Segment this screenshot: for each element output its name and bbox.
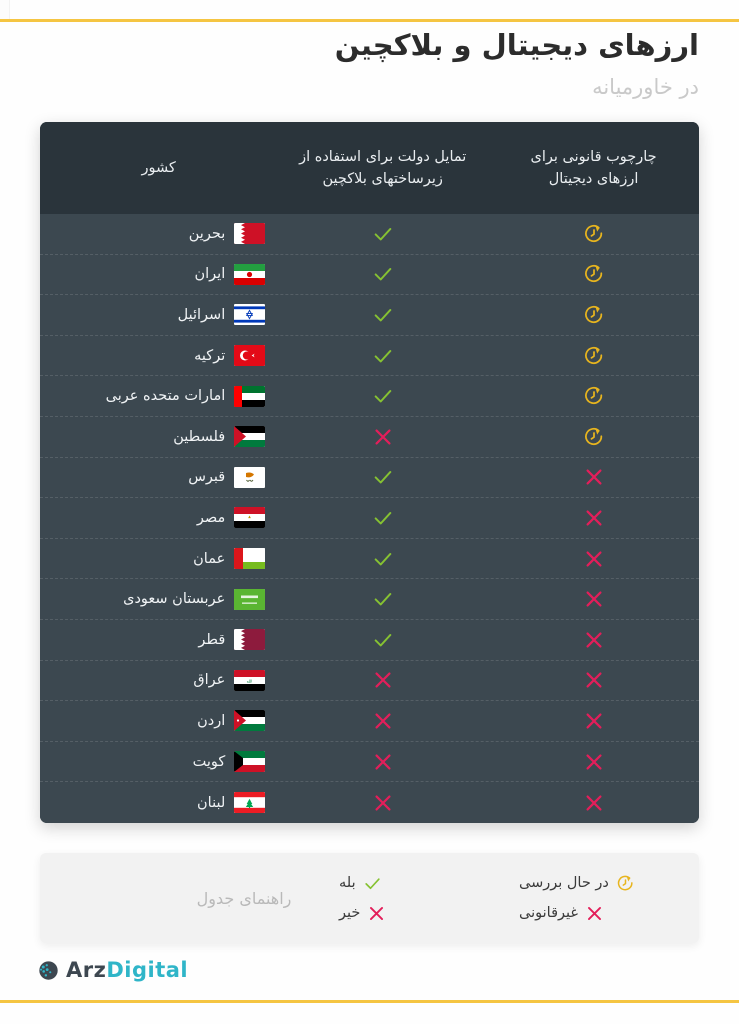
pending-clock-icon [583,223,605,245]
check-icon [372,304,394,326]
cell-government-status [277,539,488,579]
cell-country [40,579,277,619]
column-header-legal: چارچوب قانونی برای ارزهای دیجیتال [530,148,657,187]
flag-icon-bahrain [234,223,265,244]
country-name: عمان [193,550,226,567]
country-name: کویت [192,753,226,770]
country-name: اردن [197,712,226,729]
page-title: ارزهای دیجیتال و بلاکچین [334,28,699,62]
flag-icon-lebanon [234,792,265,813]
cross-icon [372,710,394,732]
country-name: ایران [194,266,226,283]
country-name: فلسطین [173,428,226,445]
table-row [40,579,699,620]
cross-icon [372,426,394,448]
table-row [40,539,699,580]
legend-title: راهنمای جدول [196,888,292,908]
table-header-row [40,122,699,214]
flag-icon-qatar [234,629,265,650]
flag-icon-jordan [234,710,265,731]
table-row [40,661,699,702]
country-name: بحرین [188,225,226,242]
table-row [40,295,699,336]
check-icon [363,874,382,893]
cell-government-status [277,701,488,741]
legend-item [339,874,519,893]
cross-icon [583,792,605,814]
cell-country [40,782,277,823]
country-name: قطر [198,631,226,648]
check-icon [372,588,394,610]
table-row [40,417,699,458]
check-icon [372,548,394,570]
cell-legal-status [488,661,699,701]
cell-country [40,701,277,741]
cross-icon [583,466,605,488]
cross-icon [583,588,605,610]
cell-government-status [277,336,488,376]
cell-legal-status [488,255,699,295]
cell-country [40,661,277,701]
brand-logo[interactable] [38,958,188,982]
cell-legal-status [488,742,699,782]
table-row [40,214,699,255]
pending-clock-icon [583,345,605,367]
pending-clock-icon [583,385,605,407]
legend-item-label: بله [339,875,356,891]
cell-country [40,498,277,538]
cell-legal-status [488,336,699,376]
cell-government-status [277,214,488,254]
logo-text-digital: Digital [106,958,189,982]
cross-icon [583,710,605,732]
cell-government-status [277,295,488,335]
table-row [40,742,699,783]
flag-icon-iran [234,264,265,285]
country-name: مصر [196,509,226,526]
cell-legal-status [488,539,699,579]
check-icon [372,507,394,529]
cell-legal-status [488,295,699,335]
flag-icon-israel [234,304,265,325]
check-icon [372,466,394,488]
table-body [40,214,699,823]
logo-text-arz: Arz [66,958,107,982]
pending-clock-icon [583,263,605,285]
country-name: ترکیه [194,347,226,364]
cell-country [40,458,277,498]
country-name: امارات متحده عربی [105,388,226,405]
cross-icon [367,904,386,923]
column-header-government: تمایل دولت برای استفاده از زیرساختهای بلاکچین [299,148,467,187]
check-icon [372,223,394,245]
cross-icon [583,507,605,529]
flag-icon-uae [234,386,265,407]
cell-country [40,214,277,254]
cell-legal-status [488,620,699,660]
cell-legal-status [488,214,699,254]
cross-icon [583,629,605,651]
top-gold-rule [0,19,739,22]
table-row [40,701,699,742]
cross-icon [583,751,605,773]
flag-icon-saudi_arabia [234,589,265,610]
pending-clock-icon [583,426,605,448]
cell-legal-status [488,417,699,457]
cell-country [40,336,277,376]
title-block [39,26,699,99]
country-name: عراق [193,672,226,689]
legend-item-label: غیرقانونی [519,905,578,921]
cell-country [40,620,277,660]
legend-group-primary [339,874,519,923]
legend-item-label: خیر [339,905,361,921]
cell-country [40,742,277,782]
column-header-country: کشور [141,159,176,176]
cross-icon [583,669,605,691]
country-name: اسرائیل [177,306,226,323]
svg-text:الله: الله [246,678,253,684]
flag-icon-kuwait [234,751,265,772]
cell-government-status [277,742,488,782]
table-row [40,336,699,377]
cell-government-status [277,376,488,416]
cell-country [40,295,277,335]
cell-legal-status [488,376,699,416]
cell-government-status [277,255,488,295]
table-row [40,458,699,499]
cell-government-status [277,458,488,498]
check-icon [372,345,394,367]
cell-government-status [277,579,488,619]
table-row [40,498,699,539]
table-row [40,255,699,296]
pending-clock-icon [583,304,605,326]
cell-legal-status [488,701,699,741]
cell-country [40,417,277,457]
cell-government-status [277,782,488,823]
cell-government-status [277,498,488,538]
check-icon [372,385,394,407]
cell-government-status [277,417,488,457]
cell-legal-status [488,782,699,823]
cell-country [40,255,277,295]
flag-icon-egypt [234,507,265,528]
legend-item [519,874,699,893]
legend-item-label: در حال بررسی [519,875,609,891]
cell-legal-status [488,458,699,498]
cross-icon [372,669,394,691]
country-name: لبنان [197,794,226,811]
country-name: عربستان سعودی [123,591,226,608]
table-row [40,620,699,661]
legend-item [519,904,699,923]
cell-government-status [277,661,488,701]
pending-clock-icon [616,874,635,893]
comparison-table [40,122,699,823]
check-icon [372,629,394,651]
bottom-gold-rule [0,1000,739,1003]
flag-icon-palestine [234,426,265,447]
legend-panel [40,853,699,943]
table-row [40,376,699,417]
flag-icon-turkey [234,345,265,366]
check-icon [372,263,394,285]
flag-icon-cyprus [234,467,265,488]
cross-icon [372,751,394,773]
flag-icon-iraq [234,670,265,691]
cell-legal-status [488,498,699,538]
country-name: قبرس [188,469,226,486]
arzdigital-mark-icon [38,960,59,981]
legend-group-secondary [519,874,699,923]
cell-country [40,539,277,579]
cell-legal-status [488,579,699,619]
table-row [40,782,699,823]
flag-icon-oman [234,548,265,569]
cell-government-status [277,620,488,660]
legend-item [339,904,519,923]
cross-icon [372,792,394,814]
cell-country [40,376,277,416]
cross-icon [585,904,604,923]
cross-icon [583,548,605,570]
page-subtitle: در خاورمیانه [592,75,699,100]
